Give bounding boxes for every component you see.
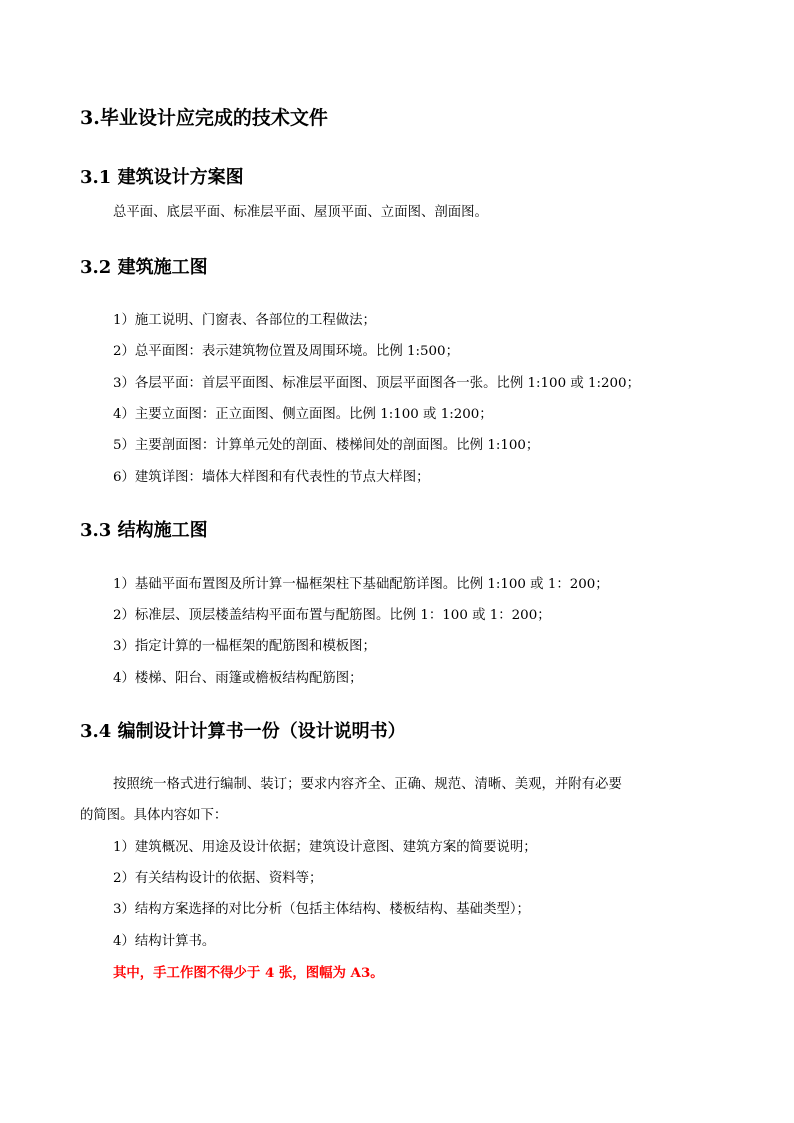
list-item: 2）有关结构设计的依据、资料等；: [113, 871, 323, 886]
list-item: 3）结构方案选择的对比分析（包括主体结构、楼板结构、基础类型）；: [113, 902, 530, 917]
section-3-1-heading: 3.1 建筑设计方案图: [80, 167, 244, 188]
list-item: 6）建筑详图：墙体大样图和有代表性的节点大样图；: [113, 470, 430, 485]
list-item: 1）建筑概况、用途及设计依据；建筑设计意图、建筑方案的简要说明；: [113, 840, 537, 855]
list-item: 4）结构计算书。: [113, 934, 216, 949]
list-item: 2）标准层、顶层楼盖结构平面布置与配筋图。比例 1：100 或 1：200；: [113, 608, 551, 623]
list-item: 3）各层平面：首层平面图、标准层平面图、顶层平面图各一张。比例 1:100 或 1:200；: [113, 376, 640, 391]
list-item: 4）主要立面图：正立面图、侧立面图。比例 1:100 或 1:200；: [113, 407, 493, 422]
section-3-1-body: 总平面、底层平面、标准层平面、屋顶平面、立面图、剖面图。: [113, 205, 488, 220]
section-3-4-intro-cont: 的简图。具体内容如下：: [80, 808, 228, 823]
list-item: 4）楼梯、阳台、雨篷或檐板结构配筋图；: [113, 671, 363, 686]
list-item: 1）施工说明、门窗表、各部位的工程做法；: [113, 313, 376, 328]
doc-title: 3.毕业设计应完成的技术文件: [80, 107, 328, 129]
list-item: 5）主要剖面图：计算单元处的剖面、楼梯间处的剖面图。比例 1:100；: [113, 438, 540, 453]
section-3-4-intro: 按照统一格式进行编制、装订；要求内容齐全、正确、规范、清晰、美观，并附有必要: [113, 777, 622, 792]
section-3-2-heading: 3.2 建筑施工图: [80, 257, 208, 278]
list-item: 2）总平面图：表示建筑物位置及周围环境。比例 1:500；: [113, 344, 459, 359]
red-note: 其中，手工作图不得少于 4 张，图幅为 A3。: [113, 965, 384, 981]
list-item: 1）基础平面布置图及所计算一榀框架柱下基础配筋详图。比例 1:100 或 1：200；: [113, 577, 609, 592]
section-3-3-heading: 3.3 结构施工图: [80, 520, 208, 541]
section-3-4-heading: 3.4 编制设计计算书一份（设计说明书）: [80, 721, 406, 742]
list-item: 3）指定计算的一榀框架的配筋图和模板图；: [113, 639, 376, 654]
